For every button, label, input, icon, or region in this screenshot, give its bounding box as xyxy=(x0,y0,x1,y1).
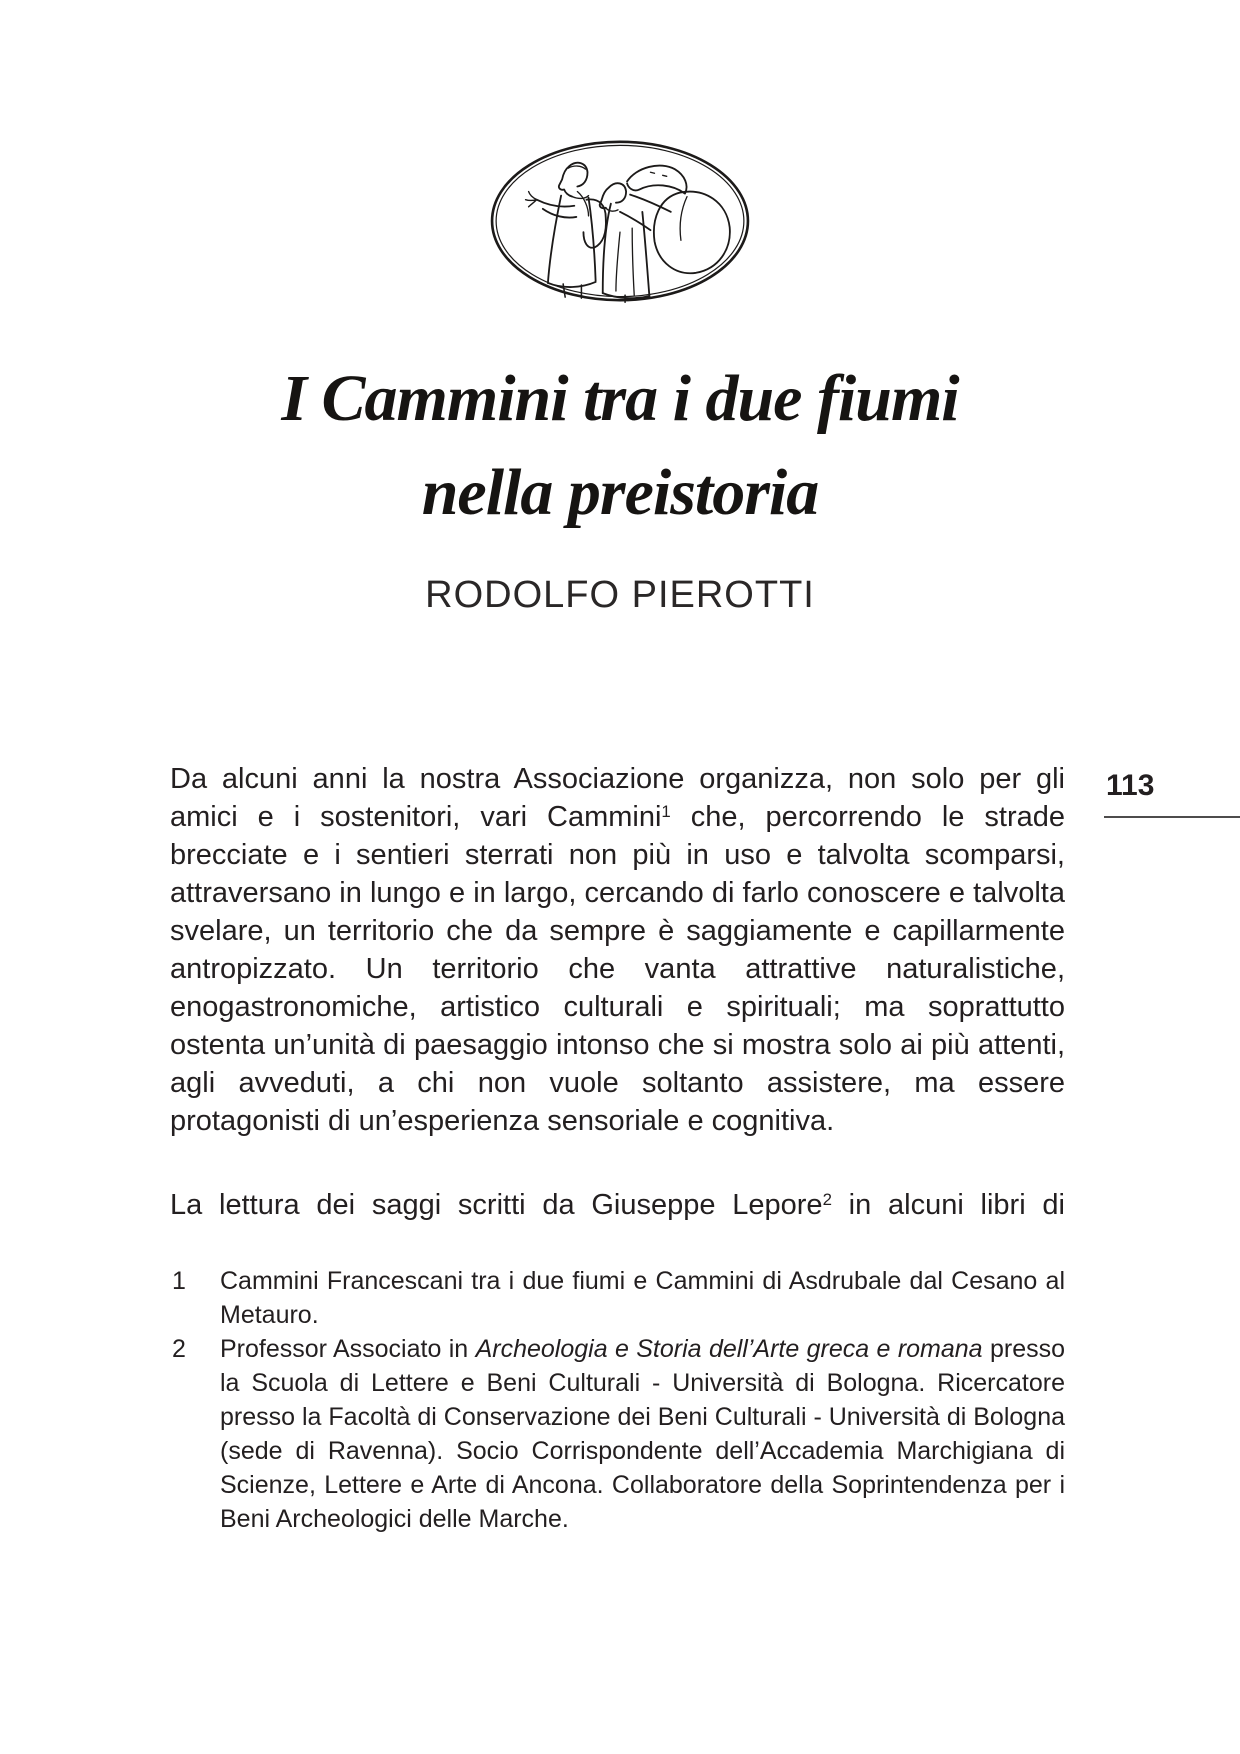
paragraph-2-continuation: in alcuni libri di xyxy=(831,1189,1065,1221)
paragraph-1 xyxy=(170,760,1065,1140)
text-column xyxy=(170,760,1065,1536)
page-title xyxy=(0,352,1240,540)
title-line-2: nella preistoria xyxy=(421,456,819,529)
title-line-1: I Cammini tra i due fiumi xyxy=(281,362,959,435)
page-number-rule xyxy=(1104,816,1240,818)
footnote-text-pre: Professor Associato in xyxy=(220,1335,476,1363)
paragraph-1-continuation: che, percorrendo le strade brecciate e i sentieri sterrati non più in uso e talvolta scomparsi, attraversano in lungo e in largo, cercando di farlo conoscere e talvolta svelare, un territorio che da sempre è saggiamente e capillarmente antropizzato. Un territorio che vanta attrattive naturalistiche, enogastronomiche, artistico culturali e spirituali; ma soprattutto ostenta un’unità di paesaggio intonso che si mostra solo ai più attenti, agli avveduti, a chi non vuole soltanto assistere, ma essere protagonisti di un’esperienza sensoriale e cognitiva. xyxy=(170,801,1065,1137)
footnote-text-post: presso la Scuola di Lettere e Beni Culturali - Università di Bologna. Ricercatore presso la Facoltà di Conservazione dei Beni Culturali - Università di Bologna (sede di Ravenna). Socio Corrispondente dell’Accademia Marchigiana di Scienze, Lettere e Arte di Ancona. Collaboratore della Soprintendenza per i Beni Archeologici delle Marche. xyxy=(220,1335,1066,1533)
footnote-text-italic: Archeologia e Storia dell’Arte greca e romana xyxy=(475,1335,983,1363)
paragraph-1-text: Da alcuni anni la nostra Associazione organizza, non solo per gli amici e i sostenitori, vari Cammini xyxy=(170,763,1065,833)
footnote-ref-1: 1 xyxy=(661,801,671,821)
footnote-ref-2: 2 xyxy=(822,1189,832,1209)
paragraph-2-text: La lettura dei saggi scritti da Giuseppe Lepore xyxy=(170,1189,823,1221)
pilgrims-illustration xyxy=(488,138,752,304)
footnote-text xyxy=(220,1332,1065,1536)
author-name: RODOLFO PIEROTTI xyxy=(425,574,815,616)
footnote-number: 2 xyxy=(172,1335,186,1363)
footnote-text: Cammini Francescani tra i due fiumi e Cammini di Asdrubale dal Cesano al Metauro. xyxy=(220,1267,1065,1329)
page-number: 113 xyxy=(1106,769,1155,802)
footnote-item xyxy=(170,1332,1065,1536)
footnotes-section xyxy=(170,1264,1065,1536)
footnote-item xyxy=(170,1264,1065,1332)
two-pilgrims-drawing-icon xyxy=(488,138,752,304)
footnote-number: 1 xyxy=(172,1267,186,1295)
paragraph-2 xyxy=(170,1186,1065,1224)
